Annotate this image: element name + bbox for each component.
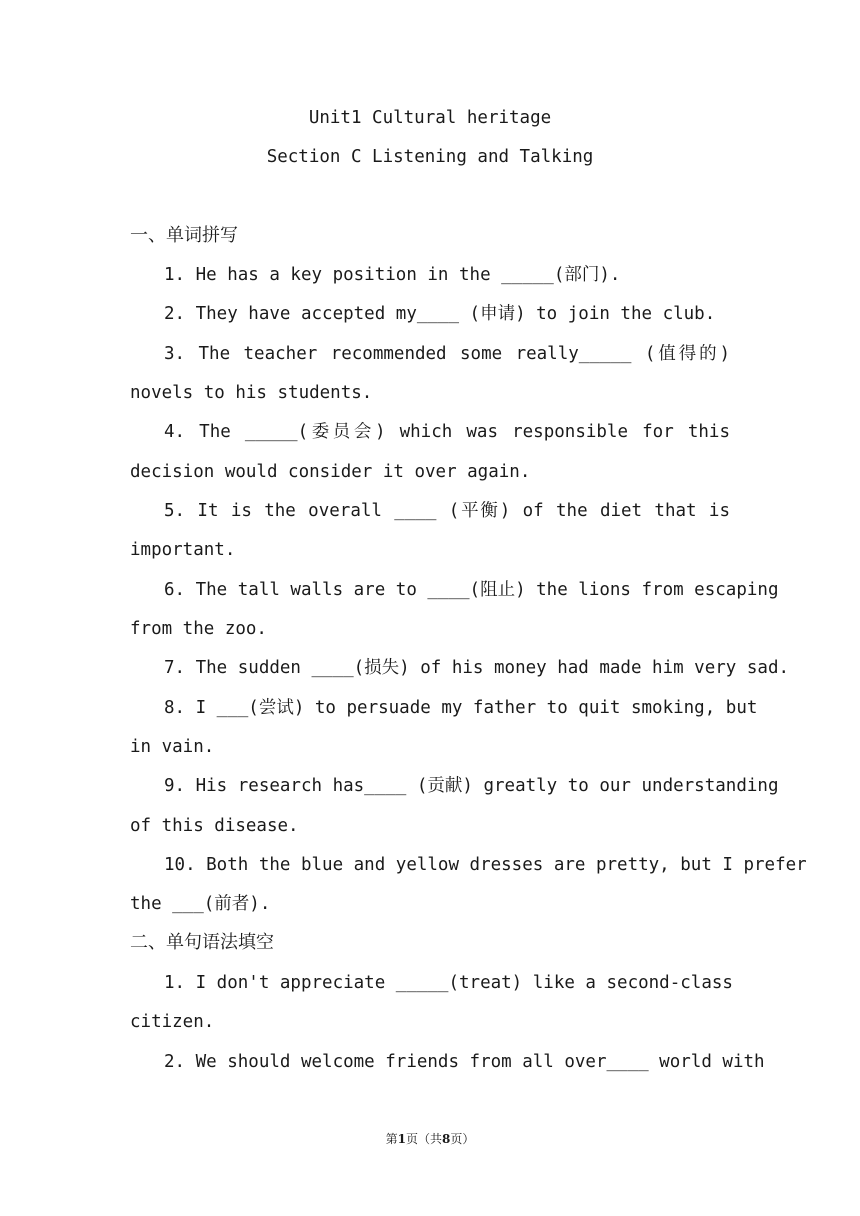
exercise-line: 7. The sudden ____(损失) of his money had made him very sad.: [164, 658, 790, 678]
document-title: Unit1 Cultural heritage: [308, 108, 552, 128]
exercise-line: 9. His research has____ (贡献) greatly to our understanding: [164, 776, 779, 796]
exercise-line: 4. The _____(委员会) which was responsible for this: [164, 422, 730, 442]
page-footer: [0, 1130, 860, 1148]
footer-suffix: 页）: [450, 1132, 475, 1146]
document-subtitle: Section C Listening and Talking: [266, 147, 594, 167]
exercise-line-continued: citizen.: [130, 1012, 215, 1032]
footer-prefix: 第: [385, 1132, 398, 1146]
exercise-line: 5. It is the overall ____ (平衡) of the diet that is: [164, 501, 730, 521]
exercise-line: 10. Both the blue and yellow dresses are pretty, but I prefer: [164, 855, 807, 875]
exercise-line-continued: from the zoo.: [130, 619, 267, 639]
exercise-line: 2. We should welcome friends from all over____ world with: [164, 1052, 765, 1072]
exercise-line: 3. The teacher recommended some really_____ (值得的): [164, 344, 730, 364]
exercise-line: 1. He has a key position in the _____(部门).: [164, 265, 621, 285]
exercise-line: 2. They have accepted my____ (申请) to join the club.: [164, 304, 716, 324]
section-heading-grammar: 二、单句语法填空: [130, 932, 274, 953]
exercise-line: 1. I don't appreciate _____(treat) like a second-class: [164, 973, 733, 993]
exercise-line-continued: of this disease.: [130, 816, 299, 836]
footer-current-page: 1: [397, 1132, 406, 1146]
exercise-line-continued: decision would consider it over again.: [130, 462, 531, 482]
exercise-line: 6. The tall walls are to ____(阻止) the lions from escaping: [164, 580, 779, 600]
exercise-line: 8. I ___(尝试) to persuade my father to quit smoking, but: [164, 698, 758, 718]
footer-middle: 页（共: [405, 1132, 442, 1146]
exercise-line-continued: the ___(前者).: [130, 894, 271, 914]
exercise-line-continued: in vain.: [130, 737, 215, 757]
footer-total-pages: 8: [442, 1132, 451, 1146]
section-heading-vocabulary: 一、单词拼写: [130, 225, 238, 246]
exercise-line-continued: important.: [130, 540, 236, 560]
exercise-line-continued: novels to his students.: [130, 383, 373, 403]
